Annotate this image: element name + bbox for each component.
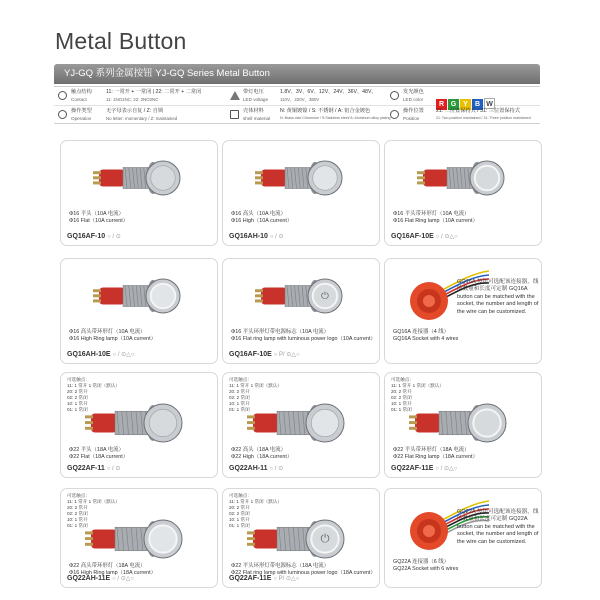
description-cn: Φ16 高头（10A 电流）	[231, 211, 286, 217]
led-voltage-value-en: 110V、220V、380V	[280, 97, 320, 102]
power-icon: ⏻	[320, 531, 330, 545]
position-label-cn: 操作位置	[403, 108, 424, 114]
contact-value-en: 11: 1NO1NC; 22: 2NO2NC	[106, 97, 159, 102]
option-symbols: ○ / ⊙△○	[435, 466, 458, 472]
spec-shell	[230, 106, 390, 125]
contact-option: 10: 1 常开	[229, 401, 250, 406]
description-cn: Φ22 平头带环形灯（18A 电流）	[393, 447, 470, 453]
product-description	[393, 329, 458, 343]
operation-label-cn: 操作类型	[71, 108, 92, 114]
contact-option: 02: 2 常闭	[67, 395, 88, 400]
metal-button-illustration	[93, 161, 180, 195]
operation-value-cn: 无字母表示自复 / Z: 自锁	[106, 108, 164, 114]
led-color-label-cn: 发光颜色	[403, 89, 424, 95]
power-icon: ⏻	[320, 291, 330, 302]
product-description	[69, 329, 156, 343]
operation-value-en: No letter: momentary / Z: maintained	[106, 116, 178, 121]
contact-option: 02: 2 常闭	[229, 395, 250, 400]
description-cn: Φ22 平头环形灯带电源标志（18A 电流）	[231, 563, 330, 569]
contact-option: 10: 1 常开	[67, 401, 88, 406]
spec-position	[390, 106, 540, 125]
product-description	[231, 211, 292, 225]
contact-option: 可选触点：	[229, 377, 252, 382]
product-card[interactable]	[384, 372, 542, 478]
contact-option: 10: 1 常开	[391, 401, 412, 406]
optional-contacts	[67, 377, 120, 413]
product-image	[65, 263, 215, 329]
spec-row-1	[54, 87, 540, 106]
model-number: GQ16AH-10 ○ / ⊙	[229, 233, 284, 240]
metal-button-illustration	[93, 279, 180, 313]
model-number: GQ22AH-11 ○ / ⊙	[229, 465, 284, 472]
product-description	[393, 447, 478, 461]
optional-contacts	[391, 377, 444, 413]
description-cn: Φ16 平头环形灯带电源标志（10A 电流）	[231, 329, 330, 335]
spec-table	[54, 86, 540, 124]
contact-option: 20: 2 常开	[67, 389, 88, 394]
product-image	[227, 145, 377, 211]
contact-option: 01: 1 常闭	[67, 523, 88, 528]
socket-note: GQ22A 按钮可选配该连接器，线的数量和长度可定制 GQ22A button can be matched with the socket, the number and length of the wire can be customized.	[457, 509, 539, 545]
contact-option: 02: 2 常闭	[67, 511, 88, 516]
contact-option: 02: 2 常闭	[229, 511, 250, 516]
contact-option: 01: 1 常闭	[67, 407, 88, 412]
model-number: GQ16AF-10 ○ / ⊙	[67, 233, 121, 240]
model-number: GQ22AF-11E ○ P/ ⊙△○	[229, 575, 300, 582]
description-en: GQ22A Socket with 6 wires	[393, 566, 459, 572]
description-en: GQ16A Socket with 4 wires	[393, 336, 459, 342]
description-en: Φ16 High（10A current）	[231, 218, 293, 224]
product-description	[393, 559, 458, 573]
contact-option: 可选触点：	[229, 493, 252, 498]
contact-option: 10: 1 常开	[67, 517, 88, 522]
option-symbols: ○ / ⊙	[269, 466, 284, 472]
led-swatch-green: G	[448, 99, 459, 110]
product-image	[389, 145, 539, 211]
description-en: Φ16 Flat（10A current）	[69, 218, 129, 224]
product-description	[231, 447, 292, 461]
model-number: GQ22AH-11E ○ / ⊙△○	[67, 575, 135, 582]
contact-option: 10: 1 常开	[229, 517, 250, 522]
model-number: GQ16AH-10E ○ / ⊙△○	[67, 351, 135, 358]
contact-label-cn: 触点结构	[71, 89, 92, 95]
led-swatch-blue: B	[472, 99, 483, 110]
description-en: Φ16 High Ring lamp（18A current）	[69, 570, 156, 576]
warning-triangle-icon	[230, 91, 240, 100]
contact-option: 20: 2 常开	[67, 505, 88, 510]
description-en: Φ16 Flat Ring lamp（10A current）	[393, 218, 478, 224]
contact-option: 可选触点：	[67, 377, 90, 382]
product-description	[69, 211, 128, 225]
description-cn: GQ22A 连接器（6 线）	[393, 559, 450, 565]
square-icon	[230, 110, 239, 119]
spec-contact	[58, 87, 258, 106]
option-symbols: ○ P/ ⊙△○	[273, 576, 300, 582]
product-description	[69, 447, 128, 461]
led-swatch-yellow: Y	[460, 99, 471, 110]
product-card[interactable]	[222, 140, 380, 246]
contact-value-cn: 11: 一常开 + 一常闭 | 22: 二常开 + 二常闭	[106, 89, 202, 95]
description-en: Φ22 Flat Ring lamp（18A current）	[393, 454, 478, 460]
option-symbols: ○ / ⊙△○	[112, 352, 135, 358]
product-card[interactable]	[222, 258, 380, 364]
optional-contacts	[229, 377, 282, 413]
product-card[interactable]	[222, 488, 380, 588]
option-symbols: ○ P/ ⊙△○	[273, 352, 300, 358]
contact-option: 01: 1 常闭	[229, 407, 250, 412]
led-swatch-white: W	[484, 98, 495, 109]
contact-option: 11: 1 常开 1 常闭（默认）	[229, 383, 283, 388]
optional-contacts	[229, 493, 282, 529]
option-symbols: ○ / ⊙△○	[112, 576, 135, 582]
circle-icon	[58, 91, 67, 100]
product-card[interactable]	[60, 140, 218, 246]
product-description	[393, 211, 478, 225]
metal-button-illustration	[255, 161, 342, 195]
product-image	[65, 145, 215, 211]
contact-option: 可选触点：	[391, 377, 414, 382]
position-value-en: 21: Two position maintained / 31: Three position maintained	[436, 116, 531, 120]
description-cn: GQ16A 连接器（4 线）	[393, 329, 450, 335]
socket-note: GQ16A 按钮可选配该连接器，线的数量和长度可定制 GQ16A button can be matched with the socket, the number and length of the wire can be customized.	[457, 279, 539, 315]
product-card[interactable]	[384, 258, 542, 364]
shell-label-cn: 壳体材料	[243, 108, 264, 114]
description-cn: Φ16 平头（10A 电流）	[69, 211, 124, 217]
product-description	[231, 329, 376, 343]
page-title: Metal Button	[55, 28, 187, 54]
led-color-swatches	[436, 91, 496, 108]
led-swatch-red: R	[436, 99, 447, 110]
contact-option: 11: 1 常开 1 常闭（默认）	[67, 499, 121, 504]
circle-icon	[390, 91, 399, 100]
option-symbols: ○ / ⊙△○	[435, 234, 458, 240]
metal-button-illustration	[255, 279, 342, 313]
contact-option: 02: 2 常闭	[391, 395, 412, 400]
contact-option: 20: 2 常开	[229, 505, 250, 510]
description-en: Φ16 Flat ring lamp with luminous power logo（10A current）	[231, 336, 376, 342]
description-en: Φ22 High（18A current）	[231, 454, 293, 460]
shell-value-en: N: Brass clad Chromium / S:Stainless steel/ A: Aluminum alloy plating	[280, 116, 391, 120]
option-symbols: ○ / ⊙	[107, 234, 121, 240]
description-cn: Φ22 高头（18A 电流）	[231, 447, 286, 453]
led-voltage-label-en: LED voltage	[243, 97, 269, 102]
led-color-label-en: LED color	[403, 97, 424, 102]
contact-option: 20: 2 常开	[229, 389, 250, 394]
contact-option: 11: 1 常开 1 常闭（默认）	[67, 383, 121, 388]
product-card[interactable]	[222, 372, 380, 478]
description-cn: Φ16 平头带环形灯（10A 电流）	[393, 211, 470, 217]
description-cn: Φ22 高头带环形灯（18A 电流）	[69, 563, 146, 569]
product-card[interactable]	[60, 258, 218, 364]
option-symbols: ○ / ⊙	[269, 234, 284, 240]
product-card[interactable]	[60, 372, 218, 478]
description-en: Φ22 Flat ring lamp with luminous power logo（18A current）	[231, 570, 376, 576]
contact-option: 01: 1 常闭	[391, 407, 412, 412]
led-voltage-label-cn: 带灯电压	[243, 89, 264, 95]
model-number: GQ16AF-10E ○ / ⊙△○	[391, 233, 458, 240]
product-image	[227, 263, 377, 329]
shell-label-en: shell material	[243, 116, 271, 121]
product-card[interactable]	[60, 488, 218, 588]
contact-option: 20: 2 常开	[391, 389, 412, 394]
optional-contacts	[67, 493, 120, 529]
spec-led-color	[390, 87, 540, 106]
description-cn: Φ16 高头带环形灯（10A 电流）	[69, 329, 146, 335]
model-number: GQ16AF-10E ○ P/ ⊙△○	[229, 351, 300, 358]
contact-option: 可选触点：	[67, 493, 90, 498]
operation-label-en: Operation	[71, 116, 92, 121]
led-voltage-value-cn: 1.8V、3V、6V、12V、24V、36V、48V、	[280, 89, 377, 95]
circle-icon	[58, 110, 67, 119]
spec-operation	[58, 106, 228, 125]
contact-label-en: Contact	[71, 97, 87, 102]
position-value-cn: 21: 二位置保持式 / 31: 三位置保持式	[436, 108, 520, 114]
shell-value-cn: N: 黄铜镀镍 / S: 不锈钢 / A: 铝合金镀色	[280, 108, 371, 114]
contact-option: 11: 1 常开 1 常闭（默认）	[391, 383, 445, 388]
contact-option: 11: 1 常开 1 常闭（默认）	[229, 499, 283, 504]
model-number: GQ22AF-11E ○ / ⊙△○	[391, 465, 458, 472]
circle-icon	[390, 110, 399, 119]
series-header-bar: YJ-GQ 系列金属按钮 YJ-GQ Series Metal Button	[54, 64, 540, 84]
description-en: Φ22 Flat（18A current）	[69, 454, 129, 460]
contact-option: 01: 1 常闭	[229, 523, 250, 528]
spec-row-2	[54, 106, 540, 125]
metal-button-illustration	[417, 161, 504, 195]
option-symbols: ○ / ⊙	[106, 466, 121, 472]
description-en: Φ16 High Ring lamp（10A current）	[69, 336, 156, 342]
product-card[interactable]	[384, 488, 542, 588]
product-card[interactable]	[384, 140, 542, 246]
description-cn: Φ22 平头（18A 电流）	[69, 447, 124, 453]
model-number: GQ22AF-11 ○ / ⊙	[67, 465, 121, 472]
position-label-en: Position	[403, 116, 420, 121]
